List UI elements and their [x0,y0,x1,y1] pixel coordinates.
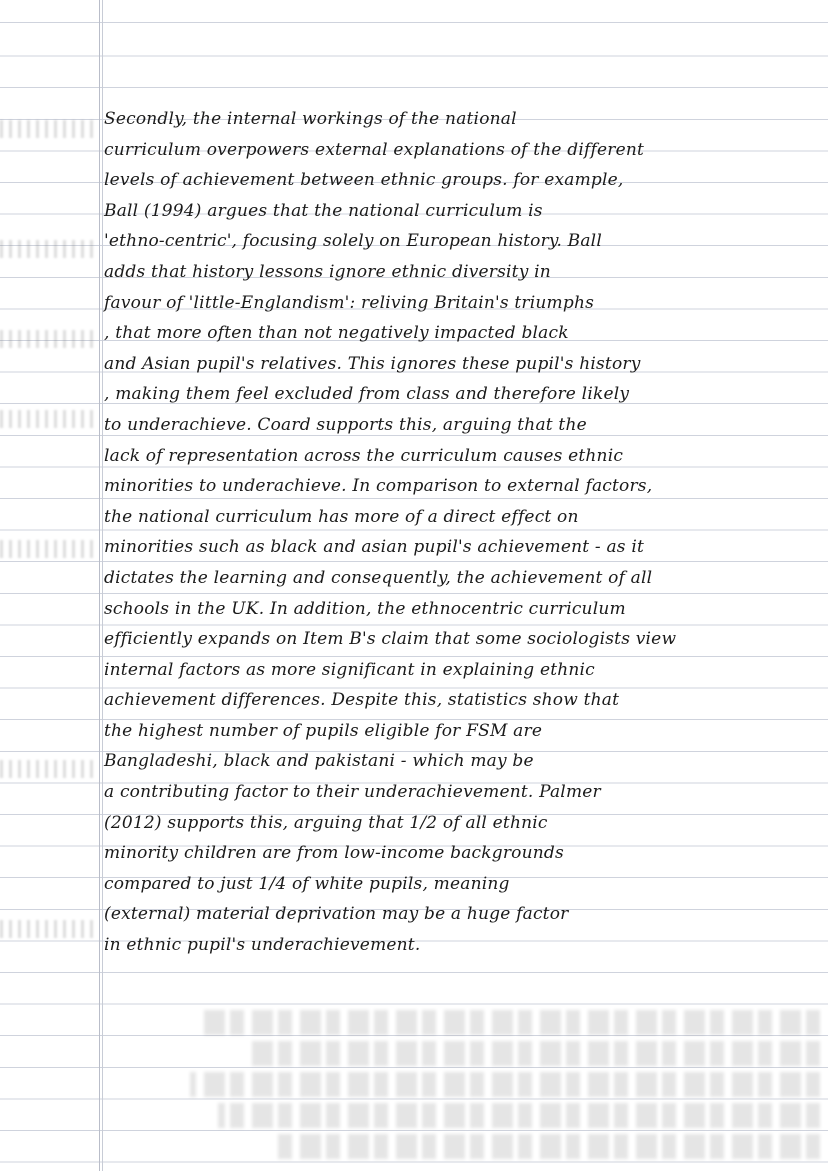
essay-line: the highest number of pupils eligible for FSM are [104,720,543,741]
margin-line [99,0,100,1171]
bleed-through-mark [0,920,95,938]
bleed-through-line [204,1010,820,1035]
essay-line: minorities such as black and asian pupil's achievement - as it [104,537,645,558]
essay-line: adds that history lessons ignore ethnic diversity in [104,261,551,282]
bleed-through-mark [0,120,95,138]
essay-line: in ethnic pupil's underachievement. [104,935,421,956]
bleed-through-mark [0,240,95,258]
essay-line: curriculum overpowers external explanations of the different [104,139,645,160]
margin-line-inner [102,0,103,1171]
bleed-through-mark [0,330,95,348]
bleed-through-mark [0,540,95,558]
essay-line: Bangladeshi, black and pakistani - which may be [104,751,534,772]
essay-line: to underachieve. Coard supports this, arguing that the [104,414,587,435]
bleed-through-line [274,1134,820,1159]
essay-line: compared to just 1/4 of white pupils, meaning [104,873,510,894]
essay-line: Secondly, the internal workings of the national [104,109,517,129]
essay-line: favour of 'little-Englandism': reliving Britain's triumphs [104,292,595,313]
bleed-through-mark [0,760,95,778]
essay-line: schools in the UK. In addition, the ethnocentric curriculum [104,598,626,619]
handwritten-essay [104,104,816,961]
essay-line: dictates the learning and consequently, the achievement of all [104,567,653,588]
essay-line: efficiently expands on Item B's claim that some sociologists view [104,629,677,650]
essay-line: 'ethno-centric', focusing solely on European history. Ball [104,231,602,252]
essay-line: lack of representation across the curriculum causes ethnic [104,445,624,466]
essay-line: (external) material deprivation may be a huge factor [104,904,569,925]
essay-line: minority children are from low-income backgrounds [104,843,564,864]
essay-line: internal factors as more significant in explaining ethnic [104,659,595,680]
essay-line: , making them feel excluded from class and therefore likely [104,384,630,405]
essay-line: minorities to underachieve. In comparison to external factors, [104,476,653,497]
bleed-through-line [218,1103,820,1128]
bleed-through-text [120,1010,820,1165]
essay-line: Ball (1994) argues that the national curriculum is [104,200,543,221]
essay-line: achievement differences. Despite this, statistics show that [104,690,620,711]
bleed-through-line [246,1041,820,1066]
essay-line: (2012) supports this, arguing that 1/2 of all ethnic [104,812,548,833]
essay-line: , that more often than not negatively impacted black [104,323,569,344]
essay-line: the national curriculum has more of a direct effect on [104,506,579,527]
essay-line: a contributing factor to their underachievement. Palmer [104,782,601,803]
essay-line: and Asian pupil's relatives. This ignores these pupil's history [104,353,641,374]
bleed-through-line [190,1072,820,1097]
essay-line: levels of achievement between ethnic groups. for example, [104,170,624,191]
bleed-through-mark [0,410,95,428]
